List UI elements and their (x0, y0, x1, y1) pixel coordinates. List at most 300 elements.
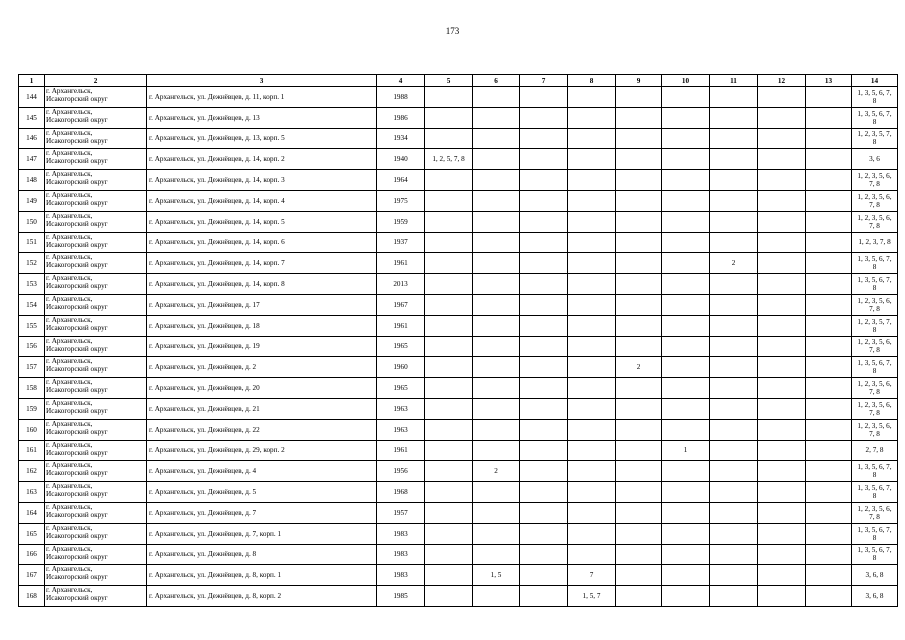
value-cell-8 (568, 398, 616, 419)
table-row (19, 523, 898, 544)
locality-city: г. Архангельск, (46, 586, 93, 595)
value-cell-12 (758, 149, 806, 170)
value-cell-13 (806, 419, 852, 440)
value-cell-13 (806, 253, 852, 274)
table-row (19, 544, 898, 565)
locality-cell (45, 128, 147, 149)
address-cell: г. Архангельск, ул. Дежнёвцев, д. 14, корп. 3 (147, 170, 377, 191)
locality-district: Исакогорский округ (46, 365, 108, 374)
value-cell-10 (662, 398, 710, 419)
locality-cell (45, 232, 147, 253)
year-cell: 1968 (377, 482, 425, 503)
value-cell-5 (425, 294, 473, 315)
value-line: 1, 2, 3, 5, 6, (857, 400, 892, 409)
locality-cell (45, 398, 147, 419)
value-cell-12 (758, 419, 806, 440)
year-cell: 1964 (377, 170, 425, 191)
value-cell-10 (662, 87, 710, 108)
year-cell: 1961 (377, 253, 425, 274)
value-cell-8 (568, 544, 616, 565)
table-row (19, 565, 898, 586)
address-cell: г. Архангельск, ул. Дежнёвцев, д. 14, корп. 6 (147, 232, 377, 253)
locality-city: г. Архангельск, (46, 461, 93, 470)
value-cell-7 (520, 357, 568, 378)
locality-district: Исакогорский округ (46, 261, 108, 270)
value-cell-9 (616, 294, 662, 315)
locality-city: г. Архангельск, (46, 565, 93, 574)
value-cell-7 (520, 211, 568, 232)
value-line: 1, 3, 5, 6, 7, (857, 525, 892, 534)
table-row (19, 128, 898, 149)
locality-city: г. Архангельск, (46, 149, 93, 158)
table-row (19, 502, 898, 523)
value-cell-5 (425, 87, 473, 108)
value-cell-12 (758, 315, 806, 336)
value-cell-7 (520, 523, 568, 544)
row-number-cell: 155 (19, 315, 45, 336)
table-row (19, 378, 898, 399)
locality-district: Исакогорский округ (46, 136, 108, 145)
address-cell: г. Архангельск, ул. Дежнёвцев, д. 13 (147, 107, 377, 128)
column-header: 11 (710, 75, 758, 87)
table-row (19, 315, 898, 336)
value-cell-14 (852, 274, 898, 295)
table-row (19, 170, 898, 191)
value-cell-12 (758, 440, 806, 461)
value-line: 1, 3, 5, 6, 7, (857, 88, 892, 97)
value-cell-7 (520, 398, 568, 419)
value-cell-14 (852, 440, 898, 461)
address-cell: г. Архангельск, ул. Дежнёвцев, д. 4 (147, 461, 377, 482)
value-cell-5 (425, 357, 473, 378)
value-cell-11 (710, 461, 758, 482)
value-cell-10 (662, 149, 710, 170)
locality-district: Исакогорский округ (46, 490, 108, 499)
value-cell-9 (616, 523, 662, 544)
locality-cell (45, 315, 147, 336)
value-cell-6 (473, 482, 520, 503)
locality-cell (45, 482, 147, 503)
value-cell-12 (758, 398, 806, 419)
value-cell-14 (852, 211, 898, 232)
value-line: 7, 8 (869, 180, 880, 189)
locality-district: Исакогорский округ (46, 531, 108, 540)
value-cell-9 (616, 274, 662, 295)
value-cell-6 (473, 294, 520, 315)
address-cell: г. Архангельск, ул. Дежнёвцев, д. 14, корп. 7 (147, 253, 377, 274)
value-cell-10 (662, 336, 710, 357)
value-cell-8 (568, 211, 616, 232)
value-cell-8 (568, 294, 616, 315)
address-cell: г. Архангельск, ул. Дежнёвцев, д. 5 (147, 482, 377, 503)
table-row (19, 274, 898, 295)
value-line: 1, 2, 3, 5, 6, (857, 172, 892, 181)
year-cell: 1940 (377, 149, 425, 170)
table-row (19, 253, 898, 274)
value-cell-7 (520, 461, 568, 482)
value-cell-5 (425, 523, 473, 544)
address-cell: г. Архангельск, ул. Дежнёвцев, д. 8, корп. 1 (147, 565, 377, 586)
address-cell: г. Архангельск, ул. Дежнёвцев, д. 19 (147, 336, 377, 357)
locality-cell (45, 523, 147, 544)
value-cell-10 (662, 544, 710, 565)
value-cell-8 (568, 336, 616, 357)
value-cell-13 (806, 461, 852, 482)
value-cell-6 (473, 128, 520, 149)
value-cell-5 (425, 544, 473, 565)
locality-cell (45, 440, 147, 461)
row-number-cell: 160 (19, 419, 45, 440)
locality-cell (45, 107, 147, 128)
value-cell-12 (758, 502, 806, 523)
value-cell-9: 2 (616, 357, 662, 378)
value-cell-10 (662, 211, 710, 232)
row-number-cell: 162 (19, 461, 45, 482)
value-line: 8 (872, 492, 877, 501)
row-number-cell: 144 (19, 87, 45, 108)
value-line: 8 (872, 367, 877, 376)
value-cell-8 (568, 170, 616, 191)
value-cell-8 (568, 128, 616, 149)
column-header: 10 (662, 75, 710, 87)
value-cell-8: 7 (568, 565, 616, 586)
row-number-cell: 150 (19, 211, 45, 232)
column-header: 3 (147, 75, 377, 87)
table-row (19, 294, 898, 315)
locality-district: Исакогорский округ (46, 386, 108, 395)
value-cell-8 (568, 253, 616, 274)
value-cell-5 (425, 419, 473, 440)
year-cell: 1965 (377, 336, 425, 357)
value-line: 8 (872, 471, 877, 480)
row-number-cell: 161 (19, 440, 45, 461)
value-cell-14 (852, 378, 898, 399)
value-cell-6 (473, 211, 520, 232)
year-cell: 1983 (377, 544, 425, 565)
value-cell-14 (852, 149, 898, 170)
value-line: 8 (872, 325, 877, 334)
value-cell-6 (473, 87, 520, 108)
row-number-cell: 154 (19, 294, 45, 315)
value-cell-13 (806, 149, 852, 170)
locality-district: Исакогорский округ (46, 448, 108, 457)
value-cell-11 (710, 87, 758, 108)
value-cell-9 (616, 440, 662, 461)
row-number-cell: 147 (19, 149, 45, 170)
column-header: 8 (568, 75, 616, 87)
locality-cell (45, 274, 147, 295)
page-number: 173 (445, 26, 460, 36)
value-cell-7 (520, 190, 568, 211)
value-line: 8 (872, 284, 877, 293)
year-cell: 1960 (377, 357, 425, 378)
value-cell-6 (473, 315, 520, 336)
year-cell: 1975 (377, 190, 425, 211)
value-cell-10 (662, 128, 710, 149)
value-cell-6 (473, 419, 520, 440)
value-cell-10 (662, 357, 710, 378)
value-cell-14 (852, 419, 898, 440)
value-cell-7 (520, 232, 568, 253)
value-cell-13 (806, 128, 852, 149)
address-cell: г. Архангельск, ул. Дежнёвцев, д. 14, корп. 2 (147, 149, 377, 170)
value-cell-9 (616, 211, 662, 232)
value-line: 7, 8 (869, 408, 880, 417)
value-cell-7 (520, 294, 568, 315)
value-cell-12 (758, 378, 806, 399)
column-header: 4 (377, 75, 425, 87)
value-cell-9 (616, 107, 662, 128)
value-cell-5 (425, 170, 473, 191)
value-cell-7 (520, 315, 568, 336)
table-body (19, 87, 898, 607)
value-cell-10 (662, 461, 710, 482)
locality-cell (45, 419, 147, 440)
value-cell-6 (473, 440, 520, 461)
value-cell-13 (806, 211, 852, 232)
value-cell-12 (758, 274, 806, 295)
value-cell-6 (473, 502, 520, 523)
value-cell-5 (425, 128, 473, 149)
value-cell-8 (568, 232, 616, 253)
locality-district: Исакогорский округ (46, 323, 108, 332)
value-cell-12 (758, 232, 806, 253)
value-cell-7 (520, 544, 568, 565)
value-cell-11 (710, 149, 758, 170)
row-number-cell: 146 (19, 128, 45, 149)
locality-city: г. Архангельск, (46, 440, 93, 449)
value-cell-12 (758, 87, 806, 108)
value-cell-10 (662, 586, 710, 607)
value-line: 1, 3, 5, 6, 7, (857, 255, 892, 264)
row-number-cell: 164 (19, 502, 45, 523)
value-cell-13 (806, 170, 852, 191)
table-row (19, 586, 898, 607)
table-row (19, 232, 898, 253)
year-cell: 1963 (377, 398, 425, 419)
value-cell-14 (852, 87, 898, 108)
year-cell: 1986 (377, 107, 425, 128)
value-line: 8 (872, 533, 877, 542)
locality-city: г. Архангельск, (46, 398, 93, 407)
year-cell: 1963 (377, 419, 425, 440)
year-cell: 1988 (377, 87, 425, 108)
value-cell-14 (852, 336, 898, 357)
value-cell-9 (616, 586, 662, 607)
value-cell-13 (806, 440, 852, 461)
value-cell-13 (806, 357, 852, 378)
row-number-cell: 156 (19, 336, 45, 357)
value-cell-7 (520, 107, 568, 128)
value-cell-12 (758, 190, 806, 211)
value-cell-10 (662, 315, 710, 336)
value-line: 1, 2, 3, 5, 7, (857, 317, 892, 326)
column-header: 2 (45, 75, 147, 87)
value-line: 8 (872, 96, 877, 105)
value-line: 1, 3, 5, 6, 7, (857, 463, 892, 472)
locality-district: Исакогорский округ (46, 573, 108, 582)
locality-cell (45, 170, 147, 191)
value-cell-8 (568, 87, 616, 108)
locality-cell (45, 565, 147, 586)
value-cell-13 (806, 482, 852, 503)
locality-district: Исакогорский округ (46, 157, 108, 166)
value-cell-5 (425, 232, 473, 253)
locality-district: Исакогорский округ (46, 178, 108, 187)
value-cell-8 (568, 378, 616, 399)
address-cell: г. Архангельск, ул. Дежнёвцев, д. 7, корп. 1 (147, 523, 377, 544)
locality-cell (45, 294, 147, 315)
value-cell-8: 1, 5, 7 (568, 586, 616, 607)
value-cell-11: 2 (710, 253, 758, 274)
year-cell: 1965 (377, 378, 425, 399)
value-cell-13 (806, 378, 852, 399)
value-cell-5 (425, 565, 473, 586)
value-cell-8 (568, 107, 616, 128)
value-cell-9 (616, 87, 662, 108)
value-cell-13 (806, 232, 852, 253)
value-cell-14 (852, 502, 898, 523)
locality-cell (45, 190, 147, 211)
year-cell: 2013 (377, 274, 425, 295)
column-header: 7 (520, 75, 568, 87)
value-cell-11 (710, 274, 758, 295)
value-cell-14 (852, 107, 898, 128)
locality-cell (45, 502, 147, 523)
locality-district: Исакогорский округ (46, 406, 108, 415)
value-cell-12 (758, 253, 806, 274)
value-cell-13 (806, 87, 852, 108)
value-cell-7 (520, 440, 568, 461)
value-cell-7 (520, 253, 568, 274)
address-cell: г. Архангельск, ул. Дежнёвцев, д. 21 (147, 398, 377, 419)
value-cell-5 (425, 502, 473, 523)
value-line: 1, 3, 5, 6, 7, (857, 359, 892, 368)
value-cell-14 (852, 170, 898, 191)
year-cell: 1961 (377, 440, 425, 461)
year-cell: 1961 (377, 315, 425, 336)
value-cell-14 (852, 398, 898, 419)
locality-city: г. Архангельск, (46, 523, 93, 532)
value-line: 3, 6, 8 (865, 571, 884, 580)
value-cell-5 (425, 315, 473, 336)
address-cell: г. Архангельск, ул. Дежнёвцев, д. 29, корп. 2 (147, 440, 377, 461)
address-cell: г. Архангельск, ул. Дежнёвцев, д. 2 (147, 357, 377, 378)
row-number-cell: 153 (19, 274, 45, 295)
value-cell-6 (473, 190, 520, 211)
value-cell-12 (758, 170, 806, 191)
locality-city: г. Архангельск, (46, 482, 93, 491)
row-number-cell: 151 (19, 232, 45, 253)
value-cell-9 (616, 482, 662, 503)
row-number-cell: 158 (19, 378, 45, 399)
value-cell-10 (662, 419, 710, 440)
value-cell-8 (568, 419, 616, 440)
address-cell: г. Архангельск, ул. Дежнёвцев, д. 8 (147, 544, 377, 565)
value-cell-9 (616, 315, 662, 336)
address-cell: г. Архангельск, ул. Дежнёвцев, д. 8, корп. 2 (147, 586, 377, 607)
locality-district: Исакогорский округ (46, 510, 108, 519)
value-cell-9 (616, 419, 662, 440)
value-line: 2, 7, 8 (865, 446, 884, 455)
column-header: 14 (852, 75, 898, 87)
value-cell-10: 1 (662, 440, 710, 461)
locality-city: г. Архангельск, (46, 128, 93, 137)
value-cell-7 (520, 274, 568, 295)
value-cell-9 (616, 232, 662, 253)
value-line: 1, 2, 3, 5, 6, (857, 296, 892, 305)
value-cell-7 (520, 502, 568, 523)
value-cell-9 (616, 336, 662, 357)
locality-city: г. Архангельск, (46, 253, 93, 262)
value-cell-8 (568, 315, 616, 336)
year-cell: 1959 (377, 211, 425, 232)
value-line: 1, 3, 5, 6, 7, (857, 484, 892, 493)
value-cell-11 (710, 502, 758, 523)
address-cell: г. Архангельск, ул. Дежнёвцев, д. 14, корп. 5 (147, 211, 377, 232)
value-line: 7, 8 (869, 429, 880, 438)
table-row (19, 440, 898, 461)
value-line: 8 (872, 117, 877, 126)
value-cell-9 (616, 170, 662, 191)
year-cell: 1957 (377, 502, 425, 523)
value-cell-14 (852, 128, 898, 149)
value-cell-13 (806, 274, 852, 295)
address-cell: г. Архангельск, ул. Дежнёвцев, д. 11, корп. 1 (147, 87, 377, 108)
locality-city: г. Архангельск, (46, 294, 93, 303)
year-cell: 1967 (377, 294, 425, 315)
value-cell-11 (710, 190, 758, 211)
locality-city: г. Архангельск, (46, 378, 93, 387)
row-number-cell: 145 (19, 107, 45, 128)
value-cell-11 (710, 315, 758, 336)
value-line: 7, 8 (869, 221, 880, 230)
value-cell-11 (710, 544, 758, 565)
locality-city: г. Архангельск, (46, 170, 93, 179)
value-cell-6: 2 (473, 461, 520, 482)
table-row (19, 149, 898, 170)
locality-district: Исакогорский округ (46, 115, 108, 124)
row-number-cell: 159 (19, 398, 45, 419)
address-cell: г. Архангельск, ул. Дежнёвцев, д. 20 (147, 378, 377, 399)
value-cell-13 (806, 294, 852, 315)
value-line: 7, 8 (869, 388, 880, 397)
value-cell-11 (710, 398, 758, 419)
value-cell-6 (473, 378, 520, 399)
value-line: 1, 2, 3, 5, 6, (857, 504, 892, 513)
value-line: 7, 8 (869, 304, 880, 313)
year-cell: 1983 (377, 565, 425, 586)
year-cell: 1985 (377, 586, 425, 607)
value-cell-10 (662, 378, 710, 399)
value-cell-5 (425, 107, 473, 128)
value-cell-14 (852, 357, 898, 378)
column-header: 12 (758, 75, 806, 87)
row-number-cell: 148 (19, 170, 45, 191)
locality-district: Исакогорский округ (46, 219, 108, 228)
row-number-cell: 157 (19, 357, 45, 378)
value-cell-14 (852, 565, 898, 586)
locality-cell (45, 149, 147, 170)
value-cell-9 (616, 398, 662, 419)
value-cell-14 (852, 190, 898, 211)
value-cell-14 (852, 461, 898, 482)
row-number-cell: 168 (19, 586, 45, 607)
header-row (19, 75, 898, 87)
value-cell-11 (710, 440, 758, 461)
value-cell-8 (568, 523, 616, 544)
address-cell: г. Архангельск, ул. Дежнёвцев, д. 18 (147, 315, 377, 336)
